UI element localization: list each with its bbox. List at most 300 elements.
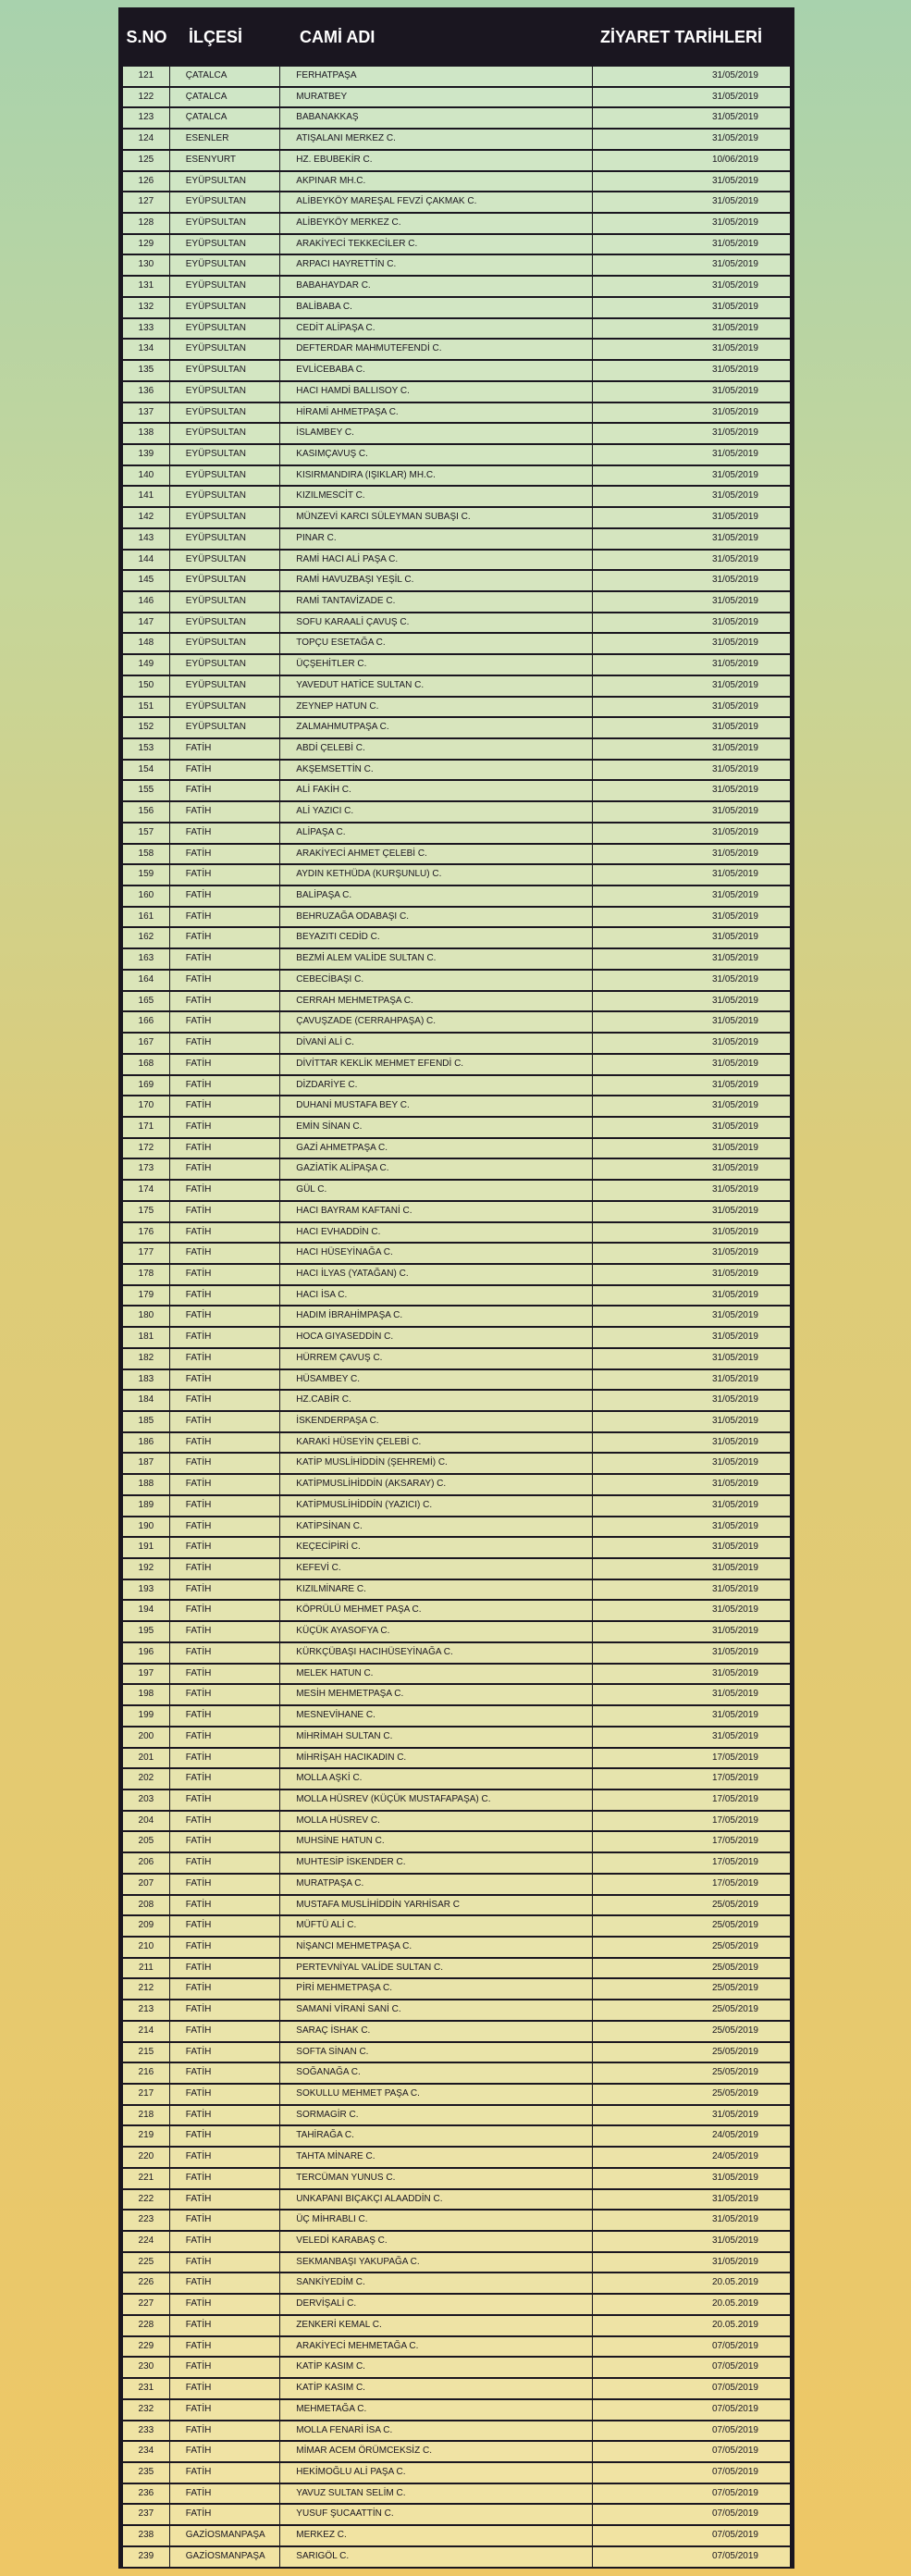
cell-district: FATİH	[170, 1328, 280, 1347]
table-row	[123, 2547, 790, 2569]
table-row	[123, 2295, 790, 2316]
cell-sno: 183	[123, 1370, 169, 1390]
table-row	[123, 1769, 790, 1790]
table-row	[123, 718, 790, 739]
cell-sno: 189	[123, 1496, 169, 1516]
cell-visit-date: 31/05/2019	[593, 403, 790, 423]
cell-mosque-name: CEDİT ALİPAŞA C.	[280, 319, 592, 339]
cell-sno: 187	[123, 1454, 169, 1473]
table-row	[123, 1433, 790, 1455]
cell-visit-date: 31/05/2019	[593, 698, 790, 717]
cell-district: EYÜPSULTAN	[170, 403, 280, 423]
cell-district: EYÜPSULTAN	[170, 571, 280, 590]
cell-mosque-name: ALİBEYKÖY MERKEZ C.	[280, 214, 592, 233]
cell-sno: 193	[123, 1580, 169, 1600]
table-row	[123, 1349, 790, 1370]
cell-district: FATİH	[170, 1076, 280, 1096]
cell-district: FATİH	[170, 2421, 280, 2441]
table-row	[123, 1159, 790, 1181]
cell-visit-date: 07/05/2019	[593, 2484, 790, 2504]
cell-mosque-name: MURATBEY	[280, 88, 592, 107]
table-row	[123, 2253, 790, 2274]
cell-sno: 181	[123, 1328, 169, 1347]
cell-district: FATİH	[170, 1622, 280, 1641]
cell-sno: 167	[123, 1034, 169, 1053]
cell-sno: 171	[123, 1118, 169, 1137]
cell-visit-date: 31/05/2019	[593, 382, 790, 402]
cell-visit-date: 31/05/2019	[593, 2169, 790, 2188]
cell-visit-date: 17/05/2019	[593, 1812, 790, 1831]
table-row	[123, 361, 790, 382]
cell-mosque-name: FERHATPAŞA	[280, 67, 592, 86]
cell-mosque-name: DİVİTTAR KEKLİK MEHMET EFENDİ C.	[280, 1055, 592, 1074]
table-row	[123, 2190, 790, 2211]
table-row	[123, 1728, 790, 1749]
table-row	[123, 1959, 790, 1980]
cell-sno: 194	[123, 1601, 169, 1620]
cell-sno: 170	[123, 1096, 169, 1116]
cell-district: EYÜPSULTAN	[170, 214, 280, 233]
cell-mosque-name: SEKMANBAŞI YAKUPAĞA C.	[280, 2253, 592, 2273]
cell-district: FATİH	[170, 1433, 280, 1453]
cell-sno: 221	[123, 2169, 169, 2188]
cell-district: FATİH	[170, 908, 280, 927]
cell-mosque-name: HOCA GIYASEDDİN C.	[280, 1328, 592, 1347]
cell-sno: 143	[123, 529, 169, 549]
table-row	[123, 151, 790, 172]
cell-sno: 229	[123, 2337, 169, 2357]
cell-visit-date: 31/05/2019	[593, 1559, 790, 1579]
cell-district: FATİH	[170, 1034, 280, 1053]
cell-sno: 162	[123, 928, 169, 947]
table-row	[123, 1454, 790, 1475]
cell-visit-date: 17/05/2019	[593, 1832, 790, 1852]
cell-mosque-name: KÜRKÇÜBAŞI HACIHÜSEYİNAĞA C.	[280, 1643, 592, 1663]
cell-district: FATİH	[170, 1538, 280, 1557]
cell-sno: 140	[123, 466, 169, 486]
table-row	[123, 908, 790, 929]
cell-district: FATİH	[170, 2253, 280, 2273]
cell-district: FATİH	[170, 1643, 280, 1663]
cell-mosque-name: ALİ FAKİH C.	[280, 781, 592, 800]
cell-visit-date: 31/05/2019	[593, 971, 790, 990]
cell-sno: 213	[123, 2000, 169, 2020]
cell-district: GAZİOSMANPAŞA	[170, 2526, 280, 2545]
table-row	[123, 1034, 790, 1055]
cell-mosque-name: DERVİŞALİ C.	[280, 2295, 592, 2314]
cell-visit-date: 31/05/2019	[593, 1244, 790, 1263]
cell-district: FATİH	[170, 2063, 280, 2083]
table-row	[123, 971, 790, 992]
table-row	[123, 1370, 790, 1392]
cell-visit-date: 31/05/2019	[593, 235, 790, 254]
cell-sno: 223	[123, 2211, 169, 2230]
cell-sno: 217	[123, 2085, 169, 2104]
table-row	[123, 130, 790, 151]
cell-sno: 173	[123, 1159, 169, 1179]
cell-visit-date: 20.05.2019	[593, 2316, 790, 2335]
table-row	[123, 2463, 790, 2484]
cell-sno: 125	[123, 151, 169, 170]
table-row	[123, 802, 790, 824]
cell-sno: 172	[123, 1139, 169, 1158]
cell-district: FATİH	[170, 2295, 280, 2314]
cell-mosque-name: KIZILMİNARE C.	[280, 1580, 592, 1600]
cell-district: EYÜPSULTAN	[170, 592, 280, 612]
cell-district: FATİH	[170, 1159, 280, 1179]
cell-visit-date: 31/05/2019	[593, 88, 790, 107]
table-row	[123, 1307, 790, 1328]
cell-sno: 224	[123, 2232, 169, 2251]
cell-district: FATİH	[170, 2484, 280, 2504]
cell-district: FATİH	[170, 1853, 280, 1873]
cell-sno: 186	[123, 1433, 169, 1453]
cell-visit-date: 25/05/2019	[593, 1979, 790, 1999]
table-row	[123, 277, 790, 298]
cell-sno: 203	[123, 1790, 169, 1810]
cell-district: FATİH	[170, 1959, 280, 1978]
cell-district: FATİH	[170, 1685, 280, 1704]
cell-district: FATİH	[170, 2505, 280, 2524]
cell-mosque-name: HÜRREM ÇAVUŞ C.	[280, 1349, 592, 1368]
cell-mosque-name: KEFEVİ C.	[280, 1559, 592, 1579]
cell-visit-date: 31/05/2019	[593, 1139, 790, 1158]
cell-sno: 121	[123, 67, 169, 86]
cell-district: FATİH	[170, 1202, 280, 1221]
cell-visit-date: 31/05/2019	[593, 2190, 790, 2210]
table-row	[123, 1055, 790, 1076]
cell-sno: 138	[123, 424, 169, 443]
table-row	[123, 992, 790, 1013]
table-row	[123, 192, 790, 214]
table-row	[123, 1979, 790, 2000]
table-row	[123, 2022, 790, 2043]
cell-sno: 236	[123, 2484, 169, 2504]
cell-mosque-name: KATİPSİNAN C.	[280, 1517, 592, 1537]
cell-district: FATİH	[170, 2316, 280, 2335]
cell-district: ÇATALCA	[170, 67, 280, 86]
table-row	[123, 1223, 790, 1245]
cell-visit-date: 31/05/2019	[593, 424, 790, 443]
cell-mosque-name: BEZMİ ALEM VALİDE SULTAN C.	[280, 949, 592, 969]
cell-district: FATİH	[170, 781, 280, 800]
cell-visit-date: 31/05/2019	[593, 1076, 790, 1096]
cell-mosque-name: KATİP KASIM C.	[280, 2358, 592, 2377]
cell-sno: 164	[123, 971, 169, 990]
cell-district: FATİH	[170, 1307, 280, 1326]
table-row	[123, 592, 790, 613]
cell-visit-date: 31/05/2019	[593, 886, 790, 906]
cell-sno: 169	[123, 1076, 169, 1096]
cell-district: EYÜPSULTAN	[170, 172, 280, 192]
cell-mosque-name: PINAR C.	[280, 529, 592, 549]
table-row	[123, 1812, 790, 1833]
cell-district: EYÜPSULTAN	[170, 192, 280, 212]
table-row	[123, 634, 790, 655]
cell-sno: 126	[123, 172, 169, 192]
cell-mosque-name: ÜÇŞEHİTLER C.	[280, 655, 592, 675]
table-row	[123, 2526, 790, 2547]
cell-mosque-name: DUHANİ MUSTAFA BEY C.	[280, 1096, 592, 1116]
cell-visit-date: 07/05/2019	[593, 2421, 790, 2441]
cell-sno: 166	[123, 1012, 169, 1032]
cell-district: FATİH	[170, 949, 280, 969]
cell-mosque-name: BEHRUZAĞA ODABAŞI C.	[280, 908, 592, 927]
cell-sno: 152	[123, 718, 169, 737]
cell-sno: 233	[123, 2421, 169, 2441]
cell-sno: 148	[123, 634, 169, 653]
cell-district: FATİH	[170, 1812, 280, 1831]
cell-mosque-name: KEÇECİPİRİ C.	[280, 1538, 592, 1557]
cell-visit-date: 31/05/2019	[593, 1517, 790, 1537]
cell-visit-date: 31/05/2019	[593, 445, 790, 464]
cell-sno: 212	[123, 1979, 169, 1999]
cell-mosque-name: KARAKİ HÜSEYİN ÇELEBİ C.	[280, 1433, 592, 1453]
cell-district: ESENYURT	[170, 151, 280, 170]
cell-visit-date: 17/05/2019	[593, 1853, 790, 1873]
table-row	[123, 1012, 790, 1034]
cell-sno: 227	[123, 2295, 169, 2314]
cell-visit-date: 07/05/2019	[593, 2526, 790, 2545]
cell-visit-date: 31/05/2019	[593, 655, 790, 675]
cell-visit-date: 31/05/2019	[593, 192, 790, 212]
cell-sno: 160	[123, 886, 169, 906]
cell-sno: 205	[123, 1832, 169, 1852]
cell-district: FATİH	[170, 1706, 280, 1726]
table-row	[123, 1622, 790, 1643]
cell-mosque-name: HADIM İBRAHİMPAŞA C.	[280, 1307, 592, 1326]
cell-mosque-name: MERKEZ C.	[280, 2526, 592, 2545]
cell-sno: 192	[123, 1559, 169, 1579]
cell-mosque-name: TAHTA MİNARE C.	[280, 2148, 592, 2167]
table-row	[123, 1643, 790, 1665]
cell-district: FATİH	[170, 1665, 280, 1684]
cell-mosque-name: SORMAGİR C.	[280, 2106, 592, 2125]
cell-visit-date: 31/05/2019	[593, 1307, 790, 1326]
cell-sno: 153	[123, 739, 169, 759]
table-row	[123, 403, 790, 425]
cell-visit-date: 20.05.2019	[593, 2295, 790, 2314]
cell-visit-date: 31/05/2019	[593, 781, 790, 800]
cell-sno: 200	[123, 1728, 169, 1747]
cell-mosque-name: MİMAR ACEM ÖRÜMCEKSİZ C.	[280, 2442, 592, 2461]
table-row	[123, 1665, 790, 1686]
cell-sno: 168	[123, 1055, 169, 1074]
cell-sno: 145	[123, 571, 169, 590]
cell-mosque-name: ARPACI HAYRETTİN C.	[280, 255, 592, 275]
cell-sno: 228	[123, 2316, 169, 2335]
cell-sno: 134	[123, 340, 169, 359]
cell-district: FATİH	[170, 971, 280, 990]
cell-mosque-name: SANKİYEDİM C.	[280, 2273, 592, 2293]
cell-visit-date: 31/05/2019	[593, 992, 790, 1011]
cell-district: FATİH	[170, 1370, 280, 1390]
cell-district: FATİH	[170, 2463, 280, 2483]
cell-mosque-name: TERCÜMAN YUNUS C.	[280, 2169, 592, 2188]
cell-mosque-name: EMİN SİNAN C.	[280, 1118, 592, 1137]
cell-sno: 163	[123, 949, 169, 969]
cell-mosque-name: KATİPMUSLİHİDDİN (AKSARAY) C.	[280, 1475, 592, 1494]
cell-district: FATİH	[170, 2273, 280, 2293]
table-row	[123, 1749, 790, 1770]
cell-district: EYÜPSULTAN	[170, 445, 280, 464]
cell-sno: 161	[123, 908, 169, 927]
cell-sno: 142	[123, 508, 169, 527]
cell-district: FATİH	[170, 1118, 280, 1137]
cell-district: FATİH	[170, 2106, 280, 2125]
cell-visit-date: 31/05/2019	[593, 2232, 790, 2251]
cell-district: FATİH	[170, 1096, 280, 1116]
cell-visit-date: 31/05/2019	[593, 1159, 790, 1179]
cell-district: FATİH	[170, 1896, 280, 1915]
table-row	[123, 2337, 790, 2359]
table-row	[123, 613, 790, 635]
cell-sno: 156	[123, 802, 169, 822]
cell-sno: 191	[123, 1538, 169, 1557]
cell-sno: 178	[123, 1265, 169, 1284]
cell-mosque-name: AYDIN KETHÜDA (KURŞUNLU) C.	[280, 865, 592, 885]
table-row	[123, 2505, 790, 2526]
table-row	[123, 1853, 790, 1875]
cell-district: EYÜPSULTAN	[170, 382, 280, 402]
cell-visit-date: 07/05/2019	[593, 2400, 790, 2420]
cell-mosque-name: HZ.CABİR C.	[280, 1391, 592, 1410]
cell-visit-date: 31/05/2019	[593, 1391, 790, 1410]
cell-sno: 225	[123, 2253, 169, 2273]
table-row	[123, 1896, 790, 1917]
cell-district: FATİH	[170, 1496, 280, 1516]
table-row	[123, 1328, 790, 1349]
cell-visit-date: 31/05/2019	[593, 130, 790, 149]
cell-visit-date: 25/05/2019	[593, 2085, 790, 2104]
table-row	[123, 698, 790, 719]
cell-mosque-name: DEFTERDAR MAHMUTEFENDİ C.	[280, 340, 592, 359]
table-row	[123, 865, 790, 886]
table-row	[123, 2484, 790, 2506]
cell-district: FATİH	[170, 2022, 280, 2041]
cell-visit-date: 31/05/2019	[593, 551, 790, 570]
cell-district: FATİH	[170, 1223, 280, 1243]
table-row	[123, 551, 790, 572]
table-row	[123, 1244, 790, 1265]
cell-visit-date: 25/05/2019	[593, 2063, 790, 2083]
cell-mosque-name: MESİH MEHMETPAŞA C.	[280, 1685, 592, 1704]
cell-mosque-name: İSLAMBEY C.	[280, 424, 592, 443]
cell-sno: 127	[123, 192, 169, 212]
table-row	[123, 1496, 790, 1517]
cell-sno: 151	[123, 698, 169, 717]
table-row	[123, 1706, 790, 1728]
cell-mosque-name: BABANAKKAŞ	[280, 108, 592, 128]
table-row	[123, 340, 790, 361]
table-row	[123, 1580, 790, 1602]
cell-sno: 207	[123, 1875, 169, 1894]
cell-district: EYÜPSULTAN	[170, 718, 280, 737]
cell-mosque-name: DİZDARİYE C.	[280, 1076, 592, 1096]
cell-district: FATİH	[170, 1790, 280, 1810]
table-row	[123, 1202, 790, 1223]
cell-mosque-name: MESNEVİHANE C.	[280, 1706, 592, 1726]
cell-mosque-name: ZENKERİ KEMAL C.	[280, 2316, 592, 2335]
cell-district: FATİH	[170, 2400, 280, 2420]
table-row	[123, 1559, 790, 1580]
table-row	[123, 1118, 790, 1139]
cell-visit-date: 31/05/2019	[593, 592, 790, 612]
cell-visit-date: 31/05/2019	[593, 613, 790, 633]
cell-district: EYÜPSULTAN	[170, 634, 280, 653]
cell-district: FATİH	[170, 1012, 280, 1032]
cell-visit-date: 31/05/2019	[593, 718, 790, 737]
cell-sno: 219	[123, 2126, 169, 2146]
cell-visit-date: 31/05/2019	[593, 1034, 790, 1053]
cell-district: FATİH	[170, 2379, 280, 2398]
table-row	[123, 445, 790, 466]
cell-district: FATİH	[170, 1601, 280, 1620]
cell-sno: 179	[123, 1286, 169, 1306]
cell-mosque-name: RAMİ HACI ALİ PAŞA C.	[280, 551, 592, 570]
table-row	[123, 2316, 790, 2337]
cell-visit-date: 31/05/2019	[593, 1622, 790, 1641]
cell-sno: 216	[123, 2063, 169, 2083]
cell-visit-date: 31/05/2019	[593, 571, 790, 590]
cell-mosque-name: ALİPAŞA C.	[280, 824, 592, 843]
cell-district: FATİH	[170, 2000, 280, 2020]
cell-mosque-name: GAZİATİK ALİPAŞA C.	[280, 1159, 592, 1179]
cell-mosque-name: CERRAH MEHMETPAŞA C.	[280, 992, 592, 1011]
cell-mosque-name: MOLLA FENARİ İSA C.	[280, 2421, 592, 2441]
cell-visit-date: 31/05/2019	[593, 1475, 790, 1494]
cell-visit-date: 31/05/2019	[593, 824, 790, 843]
cell-sno: 218	[123, 2106, 169, 2125]
cell-visit-date: 31/05/2019	[593, 277, 790, 296]
table-row	[123, 529, 790, 551]
cell-sno: 130	[123, 255, 169, 275]
cell-district: FATİH	[170, 2126, 280, 2146]
cell-district: FATİH	[170, 2442, 280, 2461]
cell-visit-date: 31/05/2019	[593, 949, 790, 969]
cell-mosque-name: KIZILMESCİT C.	[280, 487, 592, 506]
cell-district: FATİH	[170, 1181, 280, 1200]
cell-mosque-name: AKŞEMSETTİN C.	[280, 761, 592, 780]
cell-visit-date: 31/05/2019	[593, 1454, 790, 1473]
table-row	[123, 172, 790, 193]
cell-mosque-name: HEKİMOĞLU ALİ PAŞA C.	[280, 2463, 592, 2483]
cell-visit-date: 31/05/2019	[593, 214, 790, 233]
cell-mosque-name: RAMİ HAVUZBAŞI YEŞİL C.	[280, 571, 592, 590]
cell-visit-date: 17/05/2019	[593, 1875, 790, 1894]
cell-district: EYÜPSULTAN	[170, 487, 280, 506]
cell-district: FATİH	[170, 1728, 280, 1747]
cell-district: FATİH	[170, 1916, 280, 1936]
table-row	[123, 781, 790, 802]
cell-mosque-name: MEHMETAĞA C.	[280, 2400, 592, 2420]
cell-sno: 195	[123, 1622, 169, 1641]
cell-sno: 133	[123, 319, 169, 339]
cell-district: FATİH	[170, 2148, 280, 2167]
table-row	[123, 298, 790, 319]
cell-sno: 232	[123, 2400, 169, 2420]
cell-visit-date: 31/05/2019	[593, 739, 790, 759]
cell-mosque-name: MUHSİNE HATUN C.	[280, 1832, 592, 1852]
cell-mosque-name: KISIRMANDIRA (IŞIKLAR) MH.C.	[280, 466, 592, 486]
cell-visit-date: 31/05/2019	[593, 1349, 790, 1368]
cell-district: EYÜPSULTAN	[170, 277, 280, 296]
cell-sno: 196	[123, 1643, 169, 1663]
cell-district: FATİH	[170, 1286, 280, 1306]
cell-district: EYÜPSULTAN	[170, 466, 280, 486]
cell-district: FATİH	[170, 992, 280, 1011]
cell-sno: 123	[123, 108, 169, 128]
